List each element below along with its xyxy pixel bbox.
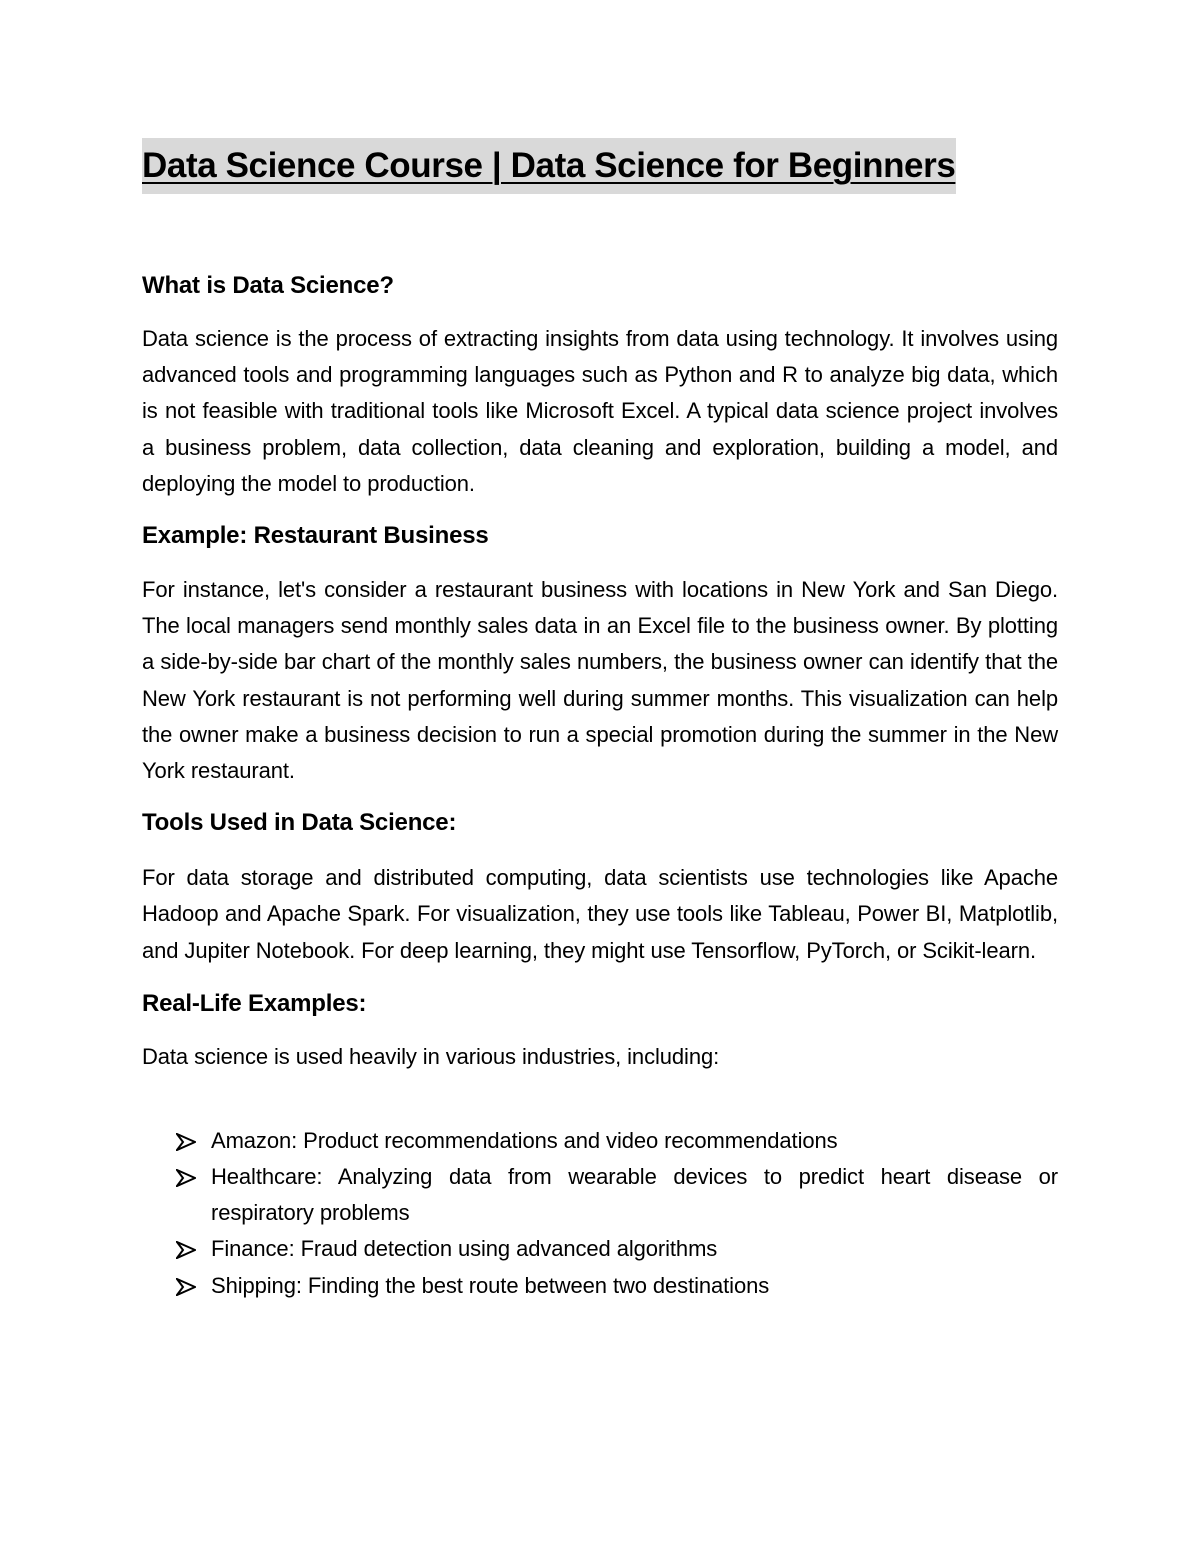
section-body-restaurant-example: For instance, let's consider a restaurant business with locations in New York and San Diego. The local managers send monthly sales data in an Excel file to the business owner. By plotting a side-by-side bar chart of the monthly sales numbers, the business owner can identify that the New York restaurant is not performing well during summer months. This visualization can help the owner make a business decision to run a special promotion during the summer in the New York restaurant. [142,577,1058,784]
section-heading-what-is-data-science: What is Data Science? [142,272,394,299]
document-page [142,138,1058,1304]
list-item [142,1268,1058,1304]
section-body-real-life-examples: Data science is used heavily in various industries, including: [142,1043,720,1069]
list-item [142,1159,1058,1231]
arrowhead-bullet-icon [176,1123,198,1159]
section-body-tools: For data storage and distributed computing, data scientists use technologies like Apache Hadoop and Apache Spark. For visualization, they use tools like Tableau, Power BI, Matplotlib, and Jupiter Notebook. For deep learning, they might use Tensorflow, PyTorch, or Scikit-learn. [142,865,1058,963]
page-title: Data Science Course | Data Science for Beginners [142,138,956,194]
arrowhead-bullet-icon [176,1159,198,1195]
list-item-text: Healthcare: Analyzing data from wearable devices to predict heart disease or respiratory problems [211,1164,1058,1226]
section-heading-real-life-examples: Real-Life Examples: [142,989,367,1017]
list-item-text: Shipping: Finding the best route between two destinations [211,1272,770,1298]
section-heading-tools: Tools Used in Data Science: [142,809,457,837]
list-item-text: Amazon: Product recommendations and video recommendations [211,1127,838,1153]
list-item [142,1231,1058,1267]
arrowhead-bullet-icon [176,1268,198,1304]
industry-examples-list [142,1123,1058,1304]
list-item [142,1123,1058,1159]
list-item-text: Finance: Fraud detection using advanced algorithms [211,1236,718,1262]
arrowhead-bullet-icon [176,1231,198,1267]
section-heading-restaurant-example: Example: Restaurant Business [142,522,489,550]
section-body-what-is-data-science: Data science is the process of extracting insights from data using technology. It involves using advanced tools and programming languages such as Python and R to analyze big data, which is not feasible with traditional tools like Microsoft Excel. A typical data science project involves a business problem, data collection, data cleaning and exploration, building a model, and deploying the model to production. [142,326,1058,496]
